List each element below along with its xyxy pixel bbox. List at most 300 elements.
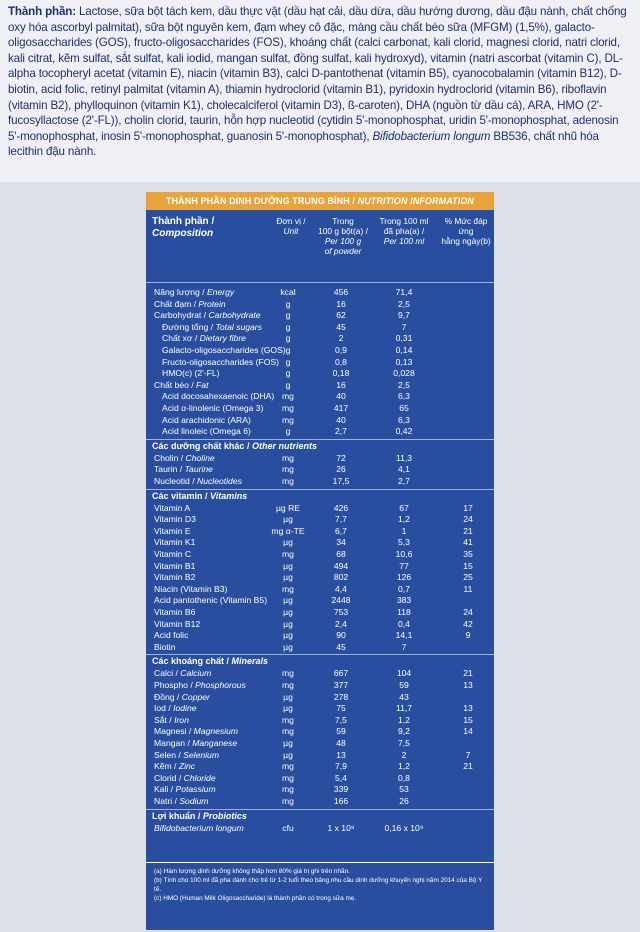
- table-row: [146, 619, 494, 630]
- row-label: [154, 715, 189, 726]
- row-name: Phospho /: [154, 680, 196, 690]
- section-title-vn: Các dưỡng chất khác /: [152, 440, 252, 451]
- row-name: Selen /: [154, 749, 184, 760]
- ingredients-label: Thành phần:: [8, 5, 76, 18]
- section-title: [152, 440, 317, 453]
- row-name-en: Bifidobacterium longum: [154, 822, 244, 833]
- row-per-100g: 5,4: [335, 772, 347, 783]
- row-per-100g: 1 x 10⁹: [327, 822, 355, 833]
- row-name-en: Iron: [174, 714, 189, 725]
- row-unit: cfu: [282, 822, 294, 833]
- row-label: [154, 464, 213, 475]
- table-row: [146, 595, 494, 606]
- table-row: [146, 526, 494, 537]
- table-row: [146, 503, 494, 514]
- table-row: [146, 476, 494, 487]
- row-name: Vitamin A: [154, 502, 191, 513]
- row-per-100g: 16: [336, 379, 346, 390]
- row-unit: mg: [282, 784, 294, 795]
- row-per-100ml: 11,3: [395, 452, 413, 463]
- row-label: [154, 476, 242, 487]
- row-label: [154, 310, 261, 321]
- row-unit: mg: [282, 761, 294, 772]
- row-unit: g: [285, 321, 291, 332]
- row-name: Biotin: [154, 641, 176, 652]
- nutrition-panel: [146, 192, 494, 930]
- row-name: Vitamin B1: [154, 560, 196, 571]
- row-name: Mangan /: [154, 738, 193, 748]
- col-100ml-a: Trong 100 ml: [379, 216, 429, 226]
- row-name-en: Sodium: [179, 796, 209, 806]
- row-label: [162, 322, 262, 333]
- row-unit: µg: [283, 703, 293, 714]
- row-daily-pct: 13: [463, 680, 473, 690]
- section-title-en: Other nutrients: [251, 440, 317, 451]
- row-unit: g: [285, 356, 291, 367]
- row-name: Niacin (Vitamin B3): [154, 583, 228, 594]
- row-name: Acid α-linolenic (Omega 3): [162, 403, 264, 413]
- row-per-100ml: 1,2: [398, 714, 410, 725]
- nutrition-rows: [146, 192, 494, 862]
- row-per-100ml: 7: [401, 321, 407, 332]
- row-unit: µg: [283, 618, 293, 629]
- row-per-100ml: 71,4: [395, 287, 413, 297]
- row-unit: µg: [283, 607, 293, 617]
- row-name-en: Iodine: [173, 703, 197, 714]
- row-per-100ml: 6,3: [398, 414, 410, 425]
- row-name: Vitamin B2: [154, 572, 196, 583]
- row-name: Đường tổng /: [162, 321, 216, 332]
- row-label: [154, 738, 237, 749]
- row-label: [154, 380, 208, 391]
- row-daily-pct: 25: [463, 572, 473, 583]
- col-100g-c: Per 100 g: [324, 236, 362, 246]
- row-per-100g: 2,4: [335, 618, 347, 629]
- col-100g-b: 100 g bột(a) /: [318, 226, 368, 236]
- row-label: [154, 549, 191, 560]
- row-label: [154, 703, 197, 714]
- row-per-100ml: 9,7: [398, 310, 410, 321]
- row-per-100g: 7,7: [335, 514, 347, 525]
- row-per-100g: 40: [336, 414, 346, 425]
- row-daily-pct: 42: [463, 618, 473, 629]
- ingredients-paragraph: [0, 0, 640, 182]
- row-daily-pct: 21: [463, 668, 473, 679]
- row-per-100ml: 4,1: [398, 464, 410, 475]
- table-row: [146, 380, 494, 391]
- table-row: [146, 537, 494, 548]
- row-label: [154, 692, 210, 703]
- row-name: Chất béo /: [154, 379, 197, 390]
- row-label: [154, 561, 195, 572]
- row-name: Vitamin C: [154, 549, 192, 559]
- row-per-100g: 68: [336, 549, 346, 559]
- row-per-100ml: 0,13: [395, 356, 413, 367]
- row-unit: µg: [283, 630, 293, 641]
- row-unit: mg: [282, 726, 294, 737]
- row-per-100ml: 26: [399, 796, 409, 806]
- footnote-b: (b) Tính cho 100 ml đã pha dành cho trẻ từ 1-2 tuổi theo bảng nhu cầu dinh dưỡng khuyến nghị năm 2014 của Bộ Y tế.: [154, 877, 483, 893]
- row-per-100ml: 1,2: [398, 761, 410, 772]
- table-row: [146, 310, 494, 321]
- row-unit: mg α-TE: [271, 525, 305, 536]
- row-daily-pct: 14: [463, 726, 473, 737]
- row-name: Kali /: [154, 784, 176, 795]
- row-label: [154, 642, 176, 653]
- table-row: [146, 333, 494, 344]
- row-label: [162, 391, 274, 402]
- row-per-100g: 0,18: [332, 368, 350, 379]
- row-per-100g: 667: [333, 668, 349, 679]
- row-name: Cholin /: [154, 452, 186, 463]
- row-unit: mg: [282, 464, 294, 475]
- row-per-100ml: 2: [401, 749, 407, 760]
- row-per-100g: 34: [336, 537, 346, 548]
- row-per-100ml: 104: [396, 668, 412, 679]
- table-row: [146, 368, 494, 379]
- row-name: Chất đạm /: [154, 298, 199, 309]
- row-per-100g: 339: [333, 784, 349, 795]
- table-row: [146, 823, 494, 834]
- row-name: Clorid /: [154, 772, 184, 783]
- row-name: Vitamin B12: [154, 618, 201, 629]
- row-daily-pct: 15: [463, 714, 473, 725]
- col-100ml-b: đã pha(a) /: [383, 226, 425, 236]
- row-name-en: Manganese: [192, 738, 238, 748]
- row-per-100g: 166: [333, 796, 349, 806]
- row-label: [162, 333, 246, 344]
- row-name: Acid folic: [154, 630, 189, 641]
- row-per-100g: 48: [336, 738, 346, 748]
- row-per-100g: 4,4: [335, 583, 347, 594]
- row-name: Vitamin K1: [154, 537, 196, 548]
- section-title: [152, 490, 247, 503]
- row-label: [154, 668, 211, 679]
- row-per-100g: 2448: [331, 595, 351, 606]
- row-unit: mg: [282, 452, 294, 463]
- col-100g-a: Trong: [332, 216, 354, 226]
- row-per-100g: 40: [336, 391, 346, 402]
- row-per-100g: 417: [333, 403, 349, 413]
- table-row: [146, 584, 494, 595]
- row-per-100g: 2,7: [335, 426, 347, 437]
- row-unit: µg: [283, 641, 293, 652]
- row-per-100g: 72: [336, 452, 346, 463]
- row-name: Natri /: [154, 796, 180, 806]
- row-unit: mg: [282, 583, 294, 594]
- row-per-100ml: 11,7: [395, 703, 413, 714]
- row-per-100ml: 0,4: [398, 618, 410, 629]
- row-label: [154, 526, 191, 537]
- row-per-100ml: 53: [399, 784, 409, 795]
- row-per-100g: 2: [338, 333, 344, 344]
- col-pct-b: hằng ngày(b): [441, 236, 491, 246]
- row-name-en: Copper: [181, 691, 210, 702]
- row-name: Iod /: [154, 703, 174, 714]
- table-row: [146, 287, 494, 298]
- row-name: Kẽm /: [154, 761, 179, 772]
- row-per-100g: 75: [336, 703, 346, 714]
- row-per-100ml: 0,31: [395, 333, 413, 344]
- table-row: [146, 726, 494, 737]
- col-100g-d: of powder: [324, 246, 362, 256]
- row-label: [154, 823, 244, 834]
- row-per-100ml: 0,8: [398, 772, 410, 783]
- section-title: [152, 655, 268, 668]
- row-label: [154, 619, 200, 630]
- row-per-100g: 0,8: [335, 356, 347, 367]
- row-unit: g: [285, 379, 291, 390]
- section-title: [152, 810, 247, 823]
- row-daily-pct: 17: [463, 502, 473, 513]
- row-daily-pct: 24: [463, 607, 473, 617]
- row-unit: mg: [282, 403, 294, 413]
- row-name: Fructo-oligosaccharides (FOS): [162, 356, 280, 367]
- row-daily-pct: 13: [463, 703, 473, 714]
- section-title-en: Vitamins: [210, 490, 248, 501]
- row-daily-pct: 7: [465, 749, 471, 760]
- row-label: [154, 584, 227, 595]
- row-unit: mg: [282, 796, 294, 806]
- row-per-100ml: 383: [396, 595, 412, 606]
- row-per-100ml: 77: [399, 560, 409, 571]
- row-per-100ml: 0,42: [395, 426, 413, 437]
- row-name-en: Potassium: [175, 784, 216, 795]
- row-per-100ml: 1: [401, 525, 407, 536]
- row-daily-pct: 41: [463, 537, 473, 548]
- row-label: [154, 773, 216, 784]
- row-label: [154, 453, 215, 464]
- table-row: [146, 738, 494, 749]
- row-name: HMO(c) (2'-FL): [162, 368, 220, 379]
- row-per-100g: 45: [336, 321, 346, 332]
- row-per-100g: 7,9: [335, 761, 347, 772]
- row-unit: µg: [283, 749, 293, 760]
- row-unit: g: [285, 310, 291, 321]
- footnote-a: (a) Hàm lượng dinh dưỡng không thấp hơn 80% giá trị ghi trên nhãn.: [154, 868, 350, 875]
- row-unit: mg: [282, 714, 294, 725]
- row-unit: µg: [283, 572, 293, 583]
- row-daily-pct: 21: [463, 525, 473, 536]
- row-label: [162, 368, 220, 379]
- row-name: Nucleotid /: [154, 476, 197, 486]
- table-row: [146, 357, 494, 368]
- row-name: Carbohydrat /: [154, 310, 209, 321]
- col-100ml-c: Per 100 ml: [383, 236, 425, 246]
- row-per-100ml: 5,3: [398, 537, 410, 548]
- row-name-en: Protein: [198, 298, 226, 309]
- nutrition-title: THÀNH PHẦN DINH DƯỠNG TRUNG BÌNH /: [165, 196, 358, 206]
- footnotes: [146, 862, 494, 930]
- row-name-en: Magnesium: [193, 726, 239, 737]
- row-per-100g: 16: [336, 298, 346, 309]
- table-row: [146, 680, 494, 691]
- row-per-100g: 45: [336, 641, 346, 652]
- row-name: Vitamin B6: [154, 607, 196, 617]
- row-per-100ml: 2,5: [398, 298, 410, 309]
- row-unit: mg: [282, 414, 294, 425]
- row-per-100g: 62: [336, 310, 346, 321]
- row-daily-pct: 11: [463, 583, 473, 594]
- table-row: [146, 345, 494, 356]
- row-per-100g: 7,5: [335, 714, 347, 725]
- row-name: Năng lượng /: [154, 287, 207, 297]
- row-label: [154, 726, 238, 737]
- table-row: [146, 642, 494, 653]
- table-row: [146, 426, 494, 437]
- row-label: [154, 796, 208, 807]
- table-row: [146, 464, 494, 475]
- row-per-100g: 426: [333, 502, 349, 513]
- row-per-100g: 90: [336, 630, 346, 641]
- row-unit: µg: [283, 738, 293, 748]
- table-row: [146, 403, 494, 414]
- row-name-en: Carbohydrate: [208, 310, 261, 321]
- row-label: [154, 761, 195, 772]
- row-per-100ml: 1,2: [398, 514, 410, 525]
- row-name-en: Taurine: [184, 464, 213, 475]
- row-unit: µg: [283, 595, 293, 606]
- row-per-100g: 753: [333, 607, 349, 617]
- row-name-en: Phosphorous: [195, 680, 246, 690]
- row-per-100ml: 59: [399, 680, 409, 690]
- table-row: [146, 299, 494, 310]
- row-name: Acid pantothenic (Vitamin B5): [154, 595, 268, 606]
- row-per-100g: 802: [333, 572, 349, 583]
- row-unit: µg RE: [275, 502, 301, 513]
- row-per-100ml: 6,3: [398, 391, 410, 402]
- row-daily-pct: 9: [465, 630, 471, 641]
- row-label: [154, 299, 226, 310]
- table-row: [146, 607, 494, 618]
- section-title-vn: Các khoáng chất /: [152, 656, 232, 667]
- row-label: [162, 403, 263, 414]
- row-name: Taurin /: [154, 464, 185, 475]
- section-title-en: Probiotics: [202, 810, 247, 821]
- row-per-100ml: 10,6: [395, 549, 413, 559]
- row-per-100ml: 0,028: [393, 368, 415, 379]
- row-per-100ml: 7: [401, 641, 407, 652]
- row-per-100ml: 7,5: [398, 738, 410, 748]
- row-per-100g: 278: [333, 691, 349, 702]
- row-name-en: Selenium: [183, 749, 219, 760]
- row-label: [154, 503, 190, 514]
- row-unit: mg: [282, 772, 294, 783]
- row-per-100ml: 65: [399, 403, 409, 413]
- table-row: [146, 761, 494, 772]
- row-name: Acid arachidonic (ARA): [162, 414, 251, 425]
- row-label: [154, 287, 234, 298]
- ingredients-italic: Bifidobacterium longum: [372, 129, 491, 143]
- row-per-100ml: 118: [397, 607, 411, 617]
- section-header: [146, 439, 494, 453]
- row-name-en: Energy: [206, 287, 235, 297]
- row-name-en: Zinc: [178, 761, 196, 772]
- table-row: [146, 453, 494, 464]
- row-label: [154, 572, 195, 583]
- row-per-100ml: 0,16 x 10⁹: [384, 822, 424, 833]
- row-label: [154, 680, 246, 691]
- row-name: Chất xơ /: [162, 333, 200, 344]
- col-name-en: Composition: [152, 228, 214, 239]
- row-name-en: Nucleotides: [197, 476, 242, 486]
- row-label: [154, 607, 195, 618]
- row-label: [162, 357, 279, 368]
- row-name: Sắt /: [154, 714, 175, 725]
- row-name-en: Chloride: [183, 772, 216, 783]
- table-row: [146, 750, 494, 761]
- row-name: Acid linoleic (Omega 6): [162, 426, 251, 437]
- table-row: [146, 715, 494, 726]
- section-title-vn: Lợi khuẩn /: [152, 810, 203, 821]
- row-label: [162, 415, 251, 426]
- table-row: [146, 784, 494, 795]
- row-per-100g: 59: [336, 726, 346, 737]
- row-per-100ml: 67: [399, 502, 409, 513]
- ingredients-text: Lactose, sữa bột tách kem, dầu thực vật (dầu hạt cải, dầu dừa, dầu hướng dương, dầu đậu nành, chất chống oxy hóa ascorbyl palmitat), sữa bột nguyên kem, đạm whey cô đặc, màng cầu chất béo sữa (MFGM) (1,5%), galacto-oligosaccharides (GOS), fructo-oligosaccharides (FOS), khoáng chất (calci carbonat, kali clorid, magnesi clorid, natri clorid, kali citrat, kẽm sulfat, sắt sulfat, kali iodid, mangan sulfat, đồng sulfat, kali hydroxyd), vitamin (natri ascorbat (vitamin C), DL-alpha tocopheryl acetat (vitamin E), niacin (vitamin B3), calci D-pantothenat (vitamin B5), cyanocobalamin (vitamin B12), D-biotin, acid folic, retinyl palmitat (vitamin A), thiamin hydroclorid (vitamin B1), pyridoxin hydroclorid (vitamin B6), riboflavin (vitamin B2), phylloquinon (vitamin K1), cholecalciferol (vitamin D3), ß-caroten), DHA (nguồn từ dầu cá), ARA, HMO (2'-fucosyllactose (2'-FL)), cholin clorid, taurin, hỗn hợp nucleotid (cytidin 5'-monophosphat, uridin 5'-monophosphat, adenosin 5'-monophosphat, inosin 5'-monophosphat, guanosin 5'-monophosphat),: [8, 5, 627, 143]
- row-unit: mg: [282, 549, 294, 559]
- row-unit: µg: [283, 560, 293, 571]
- table-row: [146, 391, 494, 402]
- table-row: [146, 549, 494, 560]
- row-unit: g: [285, 368, 291, 379]
- row-daily-pct: 21: [463, 761, 473, 772]
- row-daily-pct: 24: [463, 514, 473, 525]
- row-per-100g: 6,7: [335, 525, 347, 536]
- row-label: [154, 784, 216, 795]
- row-unit: mg: [282, 668, 294, 679]
- row-per-100g: 377: [333, 680, 349, 690]
- row-per-100g: 494: [333, 560, 349, 571]
- section-header: [146, 654, 494, 668]
- row-per-100ml: 0,7: [398, 583, 410, 594]
- row-unit: mg: [282, 680, 294, 690]
- table-row: [146, 561, 494, 572]
- row-unit: g: [285, 298, 291, 309]
- row-daily-pct: 35: [463, 549, 473, 559]
- row-per-100ml: 0,14: [395, 345, 413, 355]
- row-unit: µg: [283, 691, 293, 702]
- row-per-100g: 17,5: [332, 476, 350, 486]
- footnote-c: (c) HMO (Human Milk Oligosaccharide) là thành phần có trong sữa mẹ.: [154, 895, 357, 902]
- row-name-en: Fat: [196, 379, 209, 390]
- row-name: Vitamin E: [154, 525, 191, 536]
- table-row: [146, 322, 494, 333]
- section-header: [146, 489, 494, 503]
- table-row: [146, 630, 494, 641]
- row-per-100g: 0,9: [335, 345, 347, 355]
- section-header: [146, 809, 494, 823]
- row-per-100ml: 9,2: [398, 726, 410, 737]
- row-name-en: Total sugars: [215, 321, 262, 332]
- table-row: [146, 415, 494, 426]
- row-label: [162, 426, 251, 437]
- nutrition-title-en: NUTRITION INFORMATION: [357, 196, 475, 206]
- table-row: [146, 572, 494, 583]
- row-unit: g: [285, 345, 291, 355]
- table-row: [146, 692, 494, 703]
- table-row: [146, 703, 494, 714]
- row-per-100ml: 43: [399, 691, 409, 702]
- row-name: Magnesi /: [154, 726, 194, 737]
- row-name: Calci /: [154, 668, 181, 679]
- col-unit-en: Unit: [283, 226, 299, 236]
- row-unit: g: [285, 426, 291, 437]
- row-unit: mg: [282, 391, 294, 402]
- row-name: Acid docosahexaenoic (DHA): [162, 391, 275, 402]
- row-name-en: Calcium: [180, 668, 212, 679]
- row-label: [154, 750, 219, 761]
